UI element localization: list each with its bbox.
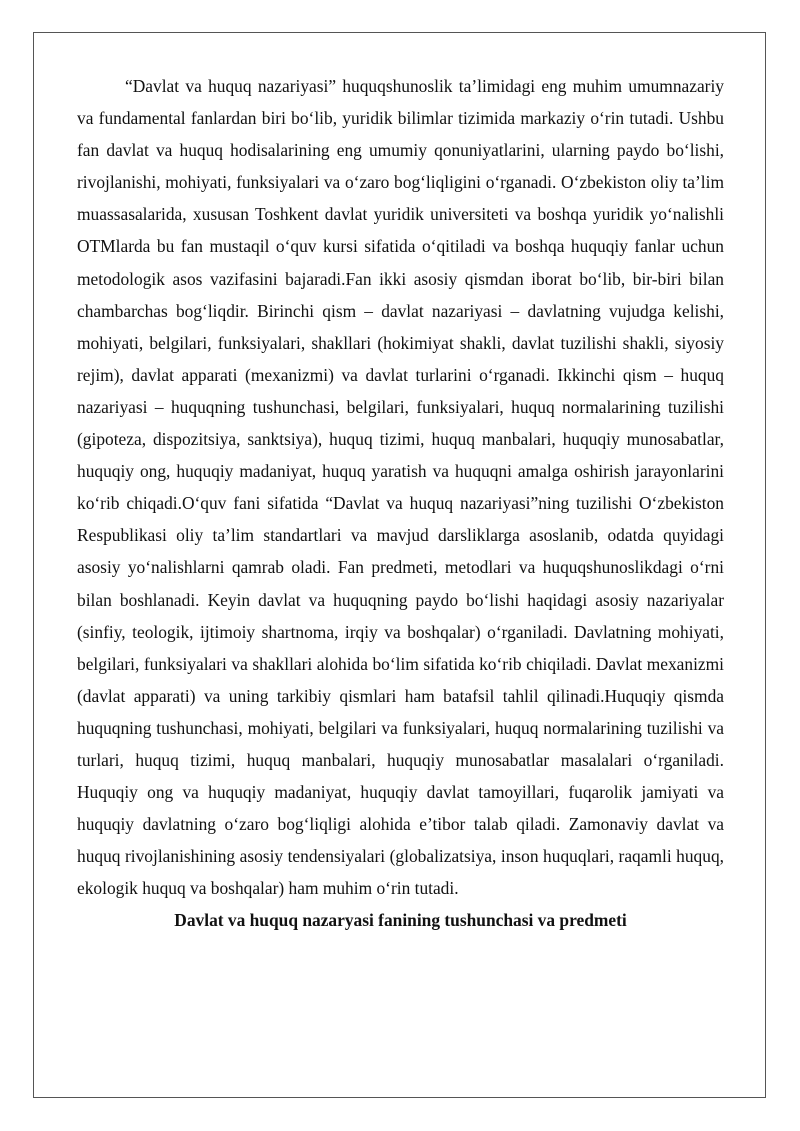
body-paragraph: “Davlat va huquq nazariyasi” huquqshunoslik ta’limidagi eng muhim umumnazariy va fundamental fanlardan biri bo‘lib, yuridik bilimlar tizimida markaziy o‘rin tutadi. Ushbu fan davlat va huquq hodisalarining eng umumiy qonuniyatlarini, ularning paydo bo‘lishi, rivojlanishi, mohiyati, funksiyalari va o‘zaro bog‘liqligini o‘rganadi. O‘zbekiston oliy ta’lim muassasalarida, xususan Toshkent davlat yuridik universiteti va boshqa yuridik yo‘nalishli OTMlarda bu fan mustaqil o‘quv kursi sifatida o‘qitiladi va boshqa huquqiy fanlar uchun metodologik asos vazifasini bajaradi.Fan ikki asosiy qismdan iborat bo‘lib, bir-biri bilan chambarchas bog‘liqdir. Birinchi qism – davlat nazariyasi – davlatning vujudga kelishi, mohiyati, belgilari, funksiyalari, shakllari (hokimiyat shakli, davlat tuzilishi shakli, siyosiy rejim), davlat apparati (mexanizmi) va davlat turlarini o‘rganadi. Ikkinchi qism – huquq nazariyasi – huquqning tushunchasi, belgilari, funksiyalari, huquq normalarining tuzilishi (gipoteza, dispozitsiya, sanktsiya), huquq tizimi, huquq manbalari, huquqiy munosabatlar, huquqiy ong, huquqiy madaniyat, huquq yaratish va huquqni amalga oshirish jarayonlarini ko‘rib chiqadi.O‘quv fani sifatida “Davlat va huquq nazariyasi”ning tuzilishi O‘zbekiston Respublikasi oliy ta’lim standartlari va mavjud darsliklarga asoslanib, odatda quyidagi asosiy yo‘nalishlarni qamrab oladi. Fan predmeti, metodlari va huquqshunoslikdagi o‘rni bilan boshlanadi. Keyin davlat va huquqning paydo bo‘lishi haqidagi asosiy nazariyalar (sinfiy, teologik, ijtimoiy shartnoma, irqiy va boshqalar) o‘rganiladi. Davlatning mohiyati, belgilari, funksiyalari va shakllari alohida bo‘lim sifatida ko‘rib chiqiladi. Davlat mexanizmi (davlat apparati) va uning tarkibiy qismlari ham batafsil tahlil qilinadi.Huquqiy qismda huquqning tushunchasi, mohiyati, belgilari va funksiyalari, huquq normalarining tuzilishi va turlari, huquq tizimi, huquq manbalari, huquqiy munosabatlar masalalari o‘rganiladi. Huquqiy ong va huquqiy madaniyat, huquqiy davlat tamoyillari, fuqarolik jamiyati va huquqiy davlatning o‘zaro bog‘liqligi alohida e’tibor talab qiladi. Zamonaviy davlat va huquq rivojlanishining asosiy tendensiyalari (globalizatsiya, inson huquqlari, raqamli huquq, ekologik huquq va boshqalar) ham muhim o‘rin tutadi. — [77, 76, 724, 899]
document-body — [77, 70, 724, 936]
section-heading: Davlat va huquq nazaryasi fanining tushunchasi va predmeti — [174, 910, 627, 931]
